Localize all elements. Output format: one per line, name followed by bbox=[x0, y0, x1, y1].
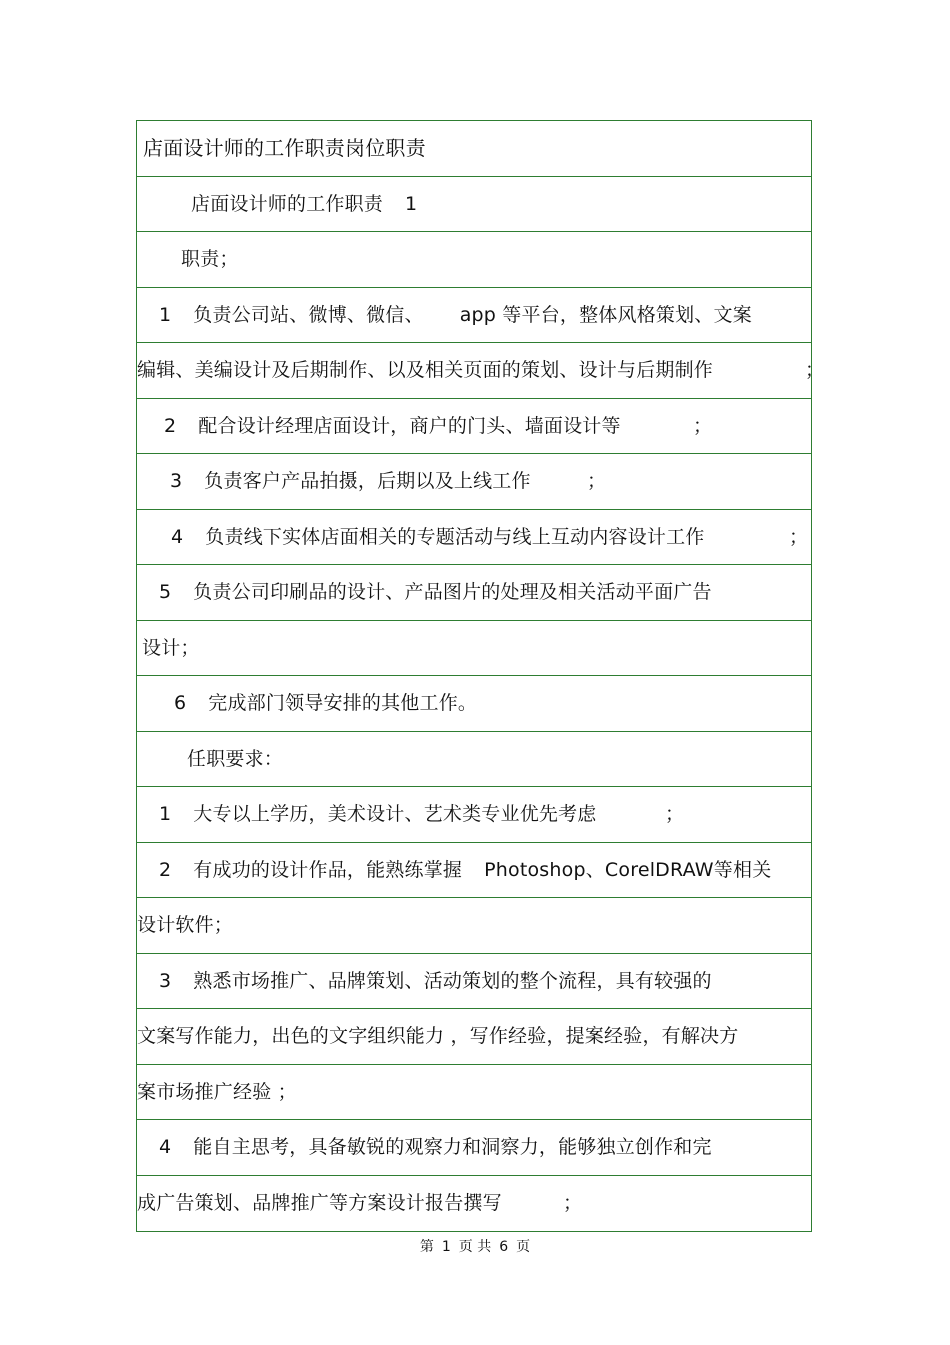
table-row bbox=[137, 1176, 811, 1232]
requirement-3-line-3: 案市场推广经验 ； bbox=[137, 1080, 297, 1103]
requirement-number: 3 bbox=[159, 969, 172, 992]
page-footer bbox=[0, 1238, 950, 1256]
requirement-1-end: ； bbox=[665, 803, 685, 826]
duty-2-end: ； bbox=[693, 414, 713, 437]
duty-number: 4 bbox=[171, 525, 184, 548]
duty-text: 配合设计经理店面设计，商户的门头、墙面设计等 bbox=[198, 414, 621, 437]
requirement-4-line-2: 成广告策划、品牌推广等方案设计报告撰写 bbox=[137, 1192, 502, 1215]
duty-text: 负责公司印刷品的设计、产品图片的处理及相关活动平面广告 bbox=[193, 581, 712, 604]
duty-number: 3 bbox=[170, 470, 183, 493]
table-row bbox=[137, 510, 811, 566]
duty-2 bbox=[164, 414, 621, 438]
table-row bbox=[137, 177, 811, 233]
table-row bbox=[137, 732, 811, 788]
document-title: 店面设计师的工作职责岗位职责 bbox=[143, 136, 426, 161]
requirement-text: 熟悉市场推广、品牌策划、活动策划的整个流程，具有较强的 bbox=[193, 969, 712, 992]
duty-1-line-1 bbox=[159, 303, 752, 327]
document-table bbox=[136, 120, 825, 1232]
requirement-text: 大专以上学历，美术设计、艺术类专业优先考虑 bbox=[193, 803, 597, 826]
duty-text: 负责线下实体店面相关的专题活动与线上互动内容设计工作 bbox=[205, 525, 705, 548]
duty-text: 完成部门领导安排的其他工作。 bbox=[208, 692, 478, 715]
footer-prefix: 第 bbox=[419, 1239, 434, 1255]
table-row bbox=[137, 399, 811, 455]
requirement-number: 1 bbox=[159, 803, 172, 826]
requirement-2-line-1 bbox=[159, 858, 771, 882]
requirement-1 bbox=[159, 802, 597, 826]
requirement-3-line-1 bbox=[159, 969, 712, 993]
table-row bbox=[137, 1120, 811, 1176]
table-row bbox=[137, 954, 811, 1010]
duty-number: 5 bbox=[159, 581, 172, 604]
duty-6 bbox=[174, 691, 477, 715]
duty-number: 1 bbox=[159, 303, 172, 326]
duty-1-end: ； bbox=[805, 359, 825, 382]
requirement-number: 4 bbox=[159, 1136, 172, 1159]
requirement-number: 2 bbox=[159, 858, 172, 881]
duty-1-line-2: 编辑、美编设计及后期制作、以及相关页面的策划、设计与后期制作 bbox=[137, 359, 714, 382]
subtitle-text: 店面设计师的工作职责 bbox=[191, 192, 384, 215]
table-row bbox=[137, 621, 811, 677]
requirement-3-line-2: 文案写作能力，出色的文字组织能力 ，写作经验，提案经验，有解决方 bbox=[137, 1025, 739, 1048]
duty-4-end: ； bbox=[789, 525, 809, 548]
table-row bbox=[137, 121, 811, 177]
requirement-text: 有成功的设计作品，能熟练掌握 bbox=[193, 858, 463, 881]
table-row bbox=[137, 898, 811, 954]
footer-middle: 页 共 bbox=[458, 1239, 492, 1255]
duty-text: app 等平台，整体风格策划、文案 bbox=[459, 303, 752, 326]
requirement-text: Photoshop、CorelDRAW等相关 bbox=[484, 858, 772, 881]
footer-suffix: 页 bbox=[516, 1239, 531, 1255]
footer-page-number: 1 bbox=[441, 1239, 451, 1255]
table-row bbox=[137, 787, 811, 843]
requirement-text: 能自主思考，具备敏锐的观察力和洞察力，能够独立创作和完 bbox=[193, 1136, 712, 1159]
duty-5-line-1 bbox=[159, 580, 712, 604]
duty-number: 6 bbox=[174, 692, 187, 715]
duty-number: 2 bbox=[164, 414, 177, 437]
table-row bbox=[137, 843, 811, 899]
requirements-heading: 任职要求： bbox=[187, 747, 284, 770]
duty-4 bbox=[171, 525, 705, 549]
table-row bbox=[137, 288, 811, 344]
duty-text: 负责客户产品拍摄，后期以及上线工作 bbox=[204, 470, 531, 493]
subtitle bbox=[191, 192, 417, 216]
table-row bbox=[137, 454, 811, 510]
table-row bbox=[137, 565, 811, 621]
table-row bbox=[137, 1009, 811, 1065]
requirement-4-end: ； bbox=[563, 1192, 583, 1215]
requirement-4-line-1 bbox=[159, 1135, 712, 1159]
duty-5-line-2: 设计； bbox=[142, 636, 200, 659]
requirement-2-line-2: 设计软件； bbox=[137, 914, 234, 937]
table-row bbox=[137, 676, 811, 732]
table-row bbox=[137, 343, 825, 399]
subtitle-number: 1 bbox=[405, 192, 418, 215]
duty-3 bbox=[170, 469, 531, 493]
duty-text: 负责公司站、微博、微信、 bbox=[193, 303, 424, 326]
duties-heading: 职责； bbox=[181, 248, 239, 271]
duty-3-end: ； bbox=[587, 470, 607, 493]
table-row bbox=[137, 232, 811, 288]
footer-total-pages: 6 bbox=[499, 1239, 509, 1255]
table-row bbox=[137, 1065, 811, 1121]
